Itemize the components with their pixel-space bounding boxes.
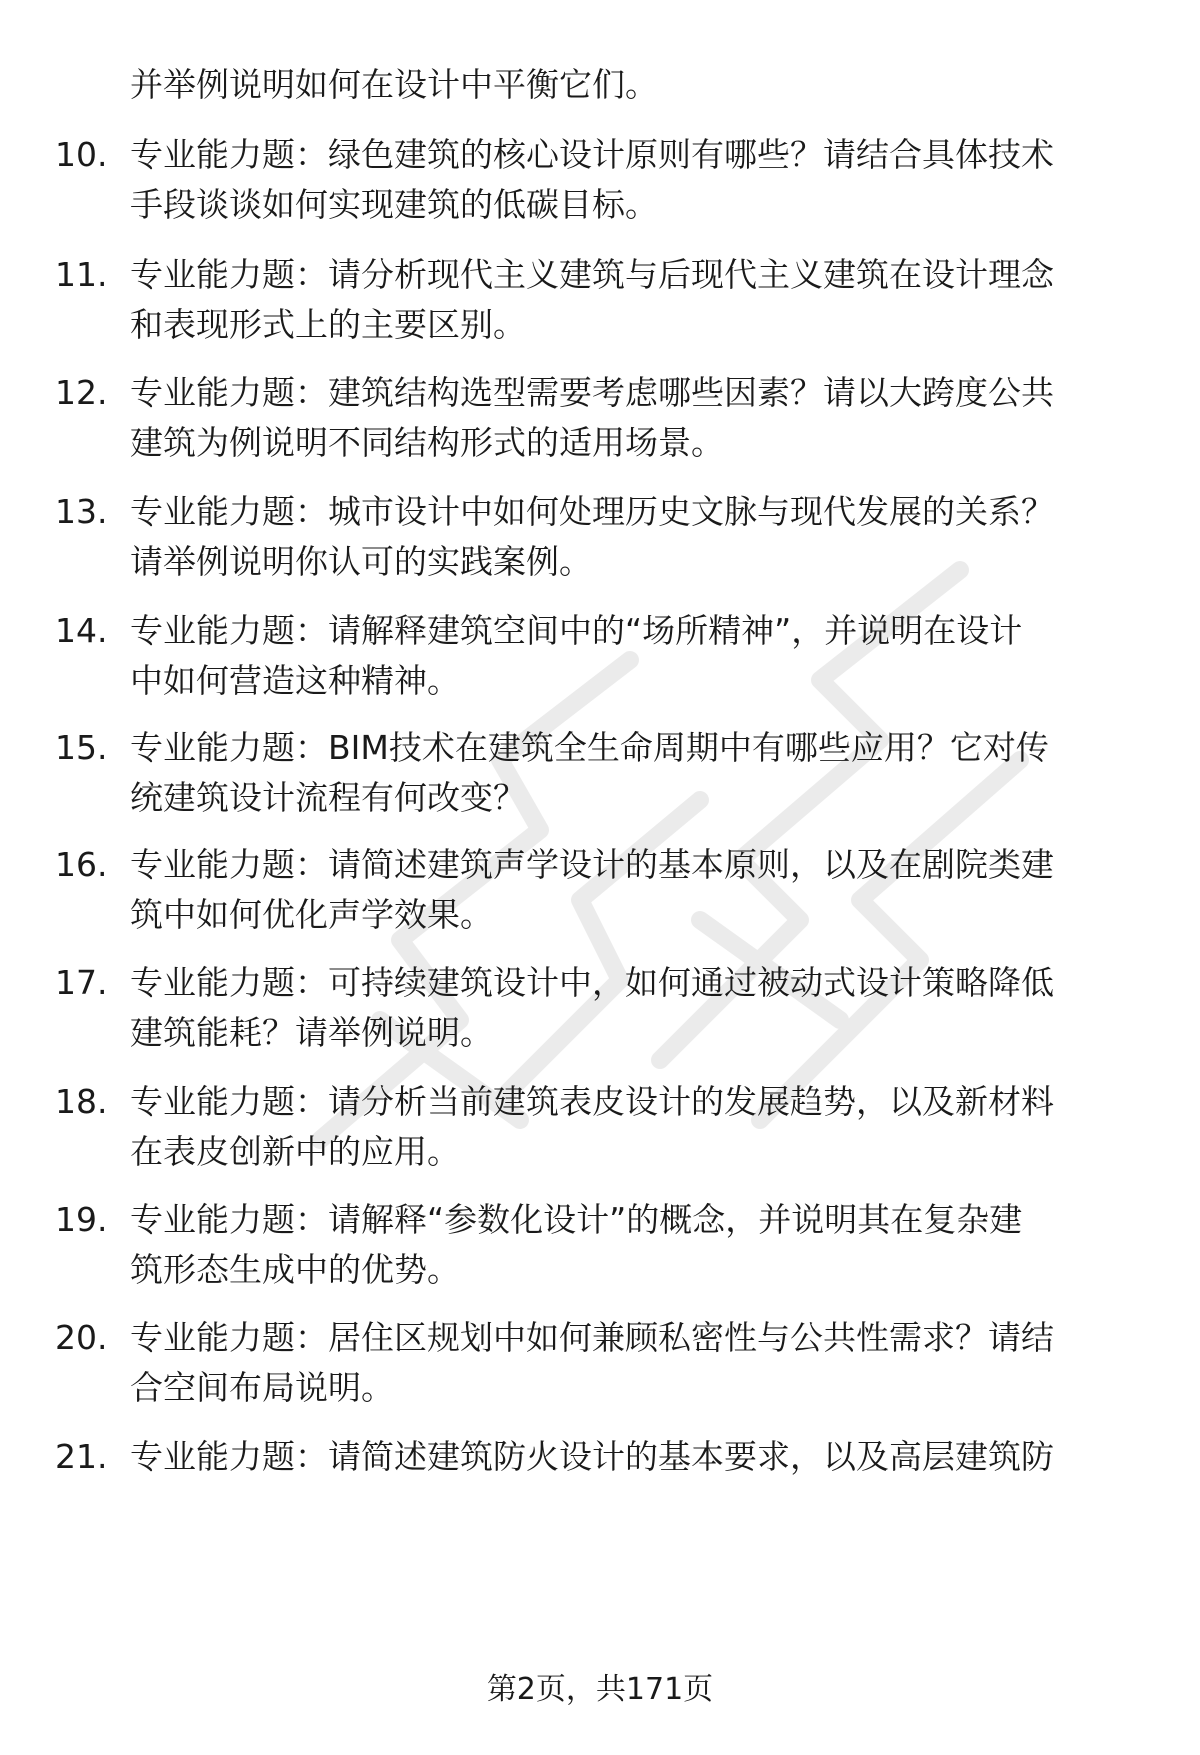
question-number: 16.	[55, 845, 108, 884]
question-number: 19.	[55, 1200, 108, 1239]
question-text	[130, 368, 1140, 468]
question-line: 手段谈谈如何实现建筑的低碳目标。	[130, 185, 658, 224]
question-item	[0, 1195, 1200, 1305]
question-line: 合空间布局说明。	[130, 1368, 394, 1407]
question-line: 筑形态生成中的优势。	[130, 1250, 460, 1289]
question-line: 专业能力题：BIM技术在建筑全生命周期中有哪些应用？它对传	[130, 728, 1049, 767]
question-text	[130, 487, 1140, 587]
question-number: 12.	[55, 373, 108, 412]
question-number: 13.	[55, 492, 108, 531]
question-line: 专业能力题：可持续建筑设计中，如何通过被动式设计策略降低	[130, 963, 1054, 1002]
question-line: 筑中如何优化声学效果。	[130, 895, 493, 934]
continuation-line: 并举例说明如何在设计中平衡它们。	[130, 65, 658, 104]
question-line: 中如何营造这种精神。	[130, 661, 460, 700]
question-text	[130, 723, 1140, 823]
question-number: 15.	[55, 728, 108, 767]
question-text	[130, 1077, 1140, 1177]
question-line: 专业能力题：请简述建筑防火设计的基本要求，以及高层建筑防	[130, 1437, 1054, 1476]
question-text	[130, 250, 1140, 350]
question-line: 建筑为例说明不同结构形式的适用场景。	[130, 423, 724, 462]
question-line: 专业能力题：建筑结构选型需要考虑哪些因素？请以大跨度公共	[130, 373, 1054, 412]
question-number: 14.	[55, 611, 108, 650]
question-text	[130, 130, 1140, 230]
question-line: 统建筑设计流程有何改变？	[130, 778, 526, 817]
question-line: 在表皮创新中的应用。	[130, 1132, 460, 1171]
question-item	[0, 250, 1200, 360]
question-text	[130, 606, 1140, 706]
question-line: 建筑能耗？请举例说明。	[130, 1013, 493, 1052]
question-line: 和表现形式上的主要区别。	[130, 305, 526, 344]
question-line: 专业能力题：请解释建筑空间中的“场所精神”，并说明在设计	[130, 611, 1023, 650]
question-line: 专业能力题：请解释“参数化设计”的概念，并说明其在复杂建	[130, 1200, 1023, 1239]
question-item	[0, 1432, 1200, 1542]
question-item	[0, 840, 1200, 950]
question-number: 11.	[55, 255, 108, 294]
question-text	[130, 840, 1140, 940]
question-item	[0, 723, 1200, 833]
question-number: 20.	[55, 1318, 108, 1357]
question-text	[130, 958, 1140, 1058]
question-item	[0, 487, 1200, 597]
question-text	[130, 1313, 1140, 1413]
question-item	[0, 1313, 1200, 1423]
question-number: 10.	[55, 135, 108, 174]
page-footer: 第2页，共171页	[486, 1672, 714, 1707]
question-text	[130, 1195, 1140, 1295]
question-line: 专业能力题：居住区规划中如何兼顾私密性与公共性需求？请结	[130, 1318, 1054, 1357]
question-number: 18.	[55, 1082, 108, 1121]
question-line: 专业能力题：请分析当前建筑表皮设计的发展趋势，以及新材料	[130, 1082, 1054, 1121]
question-number: 17.	[55, 963, 108, 1002]
question-item	[0, 368, 1200, 478]
question-item	[0, 958, 1200, 1068]
question-line: 请举例说明你认可的实践案例。	[130, 542, 592, 581]
question-number: 21.	[55, 1437, 108, 1476]
question-item	[0, 130, 1200, 240]
question-line: 专业能力题：城市设计中如何处理历史文脉与现代发展的关系？	[130, 492, 1054, 531]
question-line: 专业能力题：绿色建筑的核心设计原则有哪些？请结合具体技术	[130, 135, 1054, 174]
question-line: 专业能力题：请简述建筑声学设计的基本原则，以及在剧院类建	[130, 845, 1054, 884]
question-text	[130, 1432, 1140, 1482]
question-line: 专业能力题：请分析现代主义建筑与后现代主义建筑在设计理念	[130, 255, 1054, 294]
question-item	[0, 606, 1200, 716]
question-item	[0, 1077, 1200, 1187]
